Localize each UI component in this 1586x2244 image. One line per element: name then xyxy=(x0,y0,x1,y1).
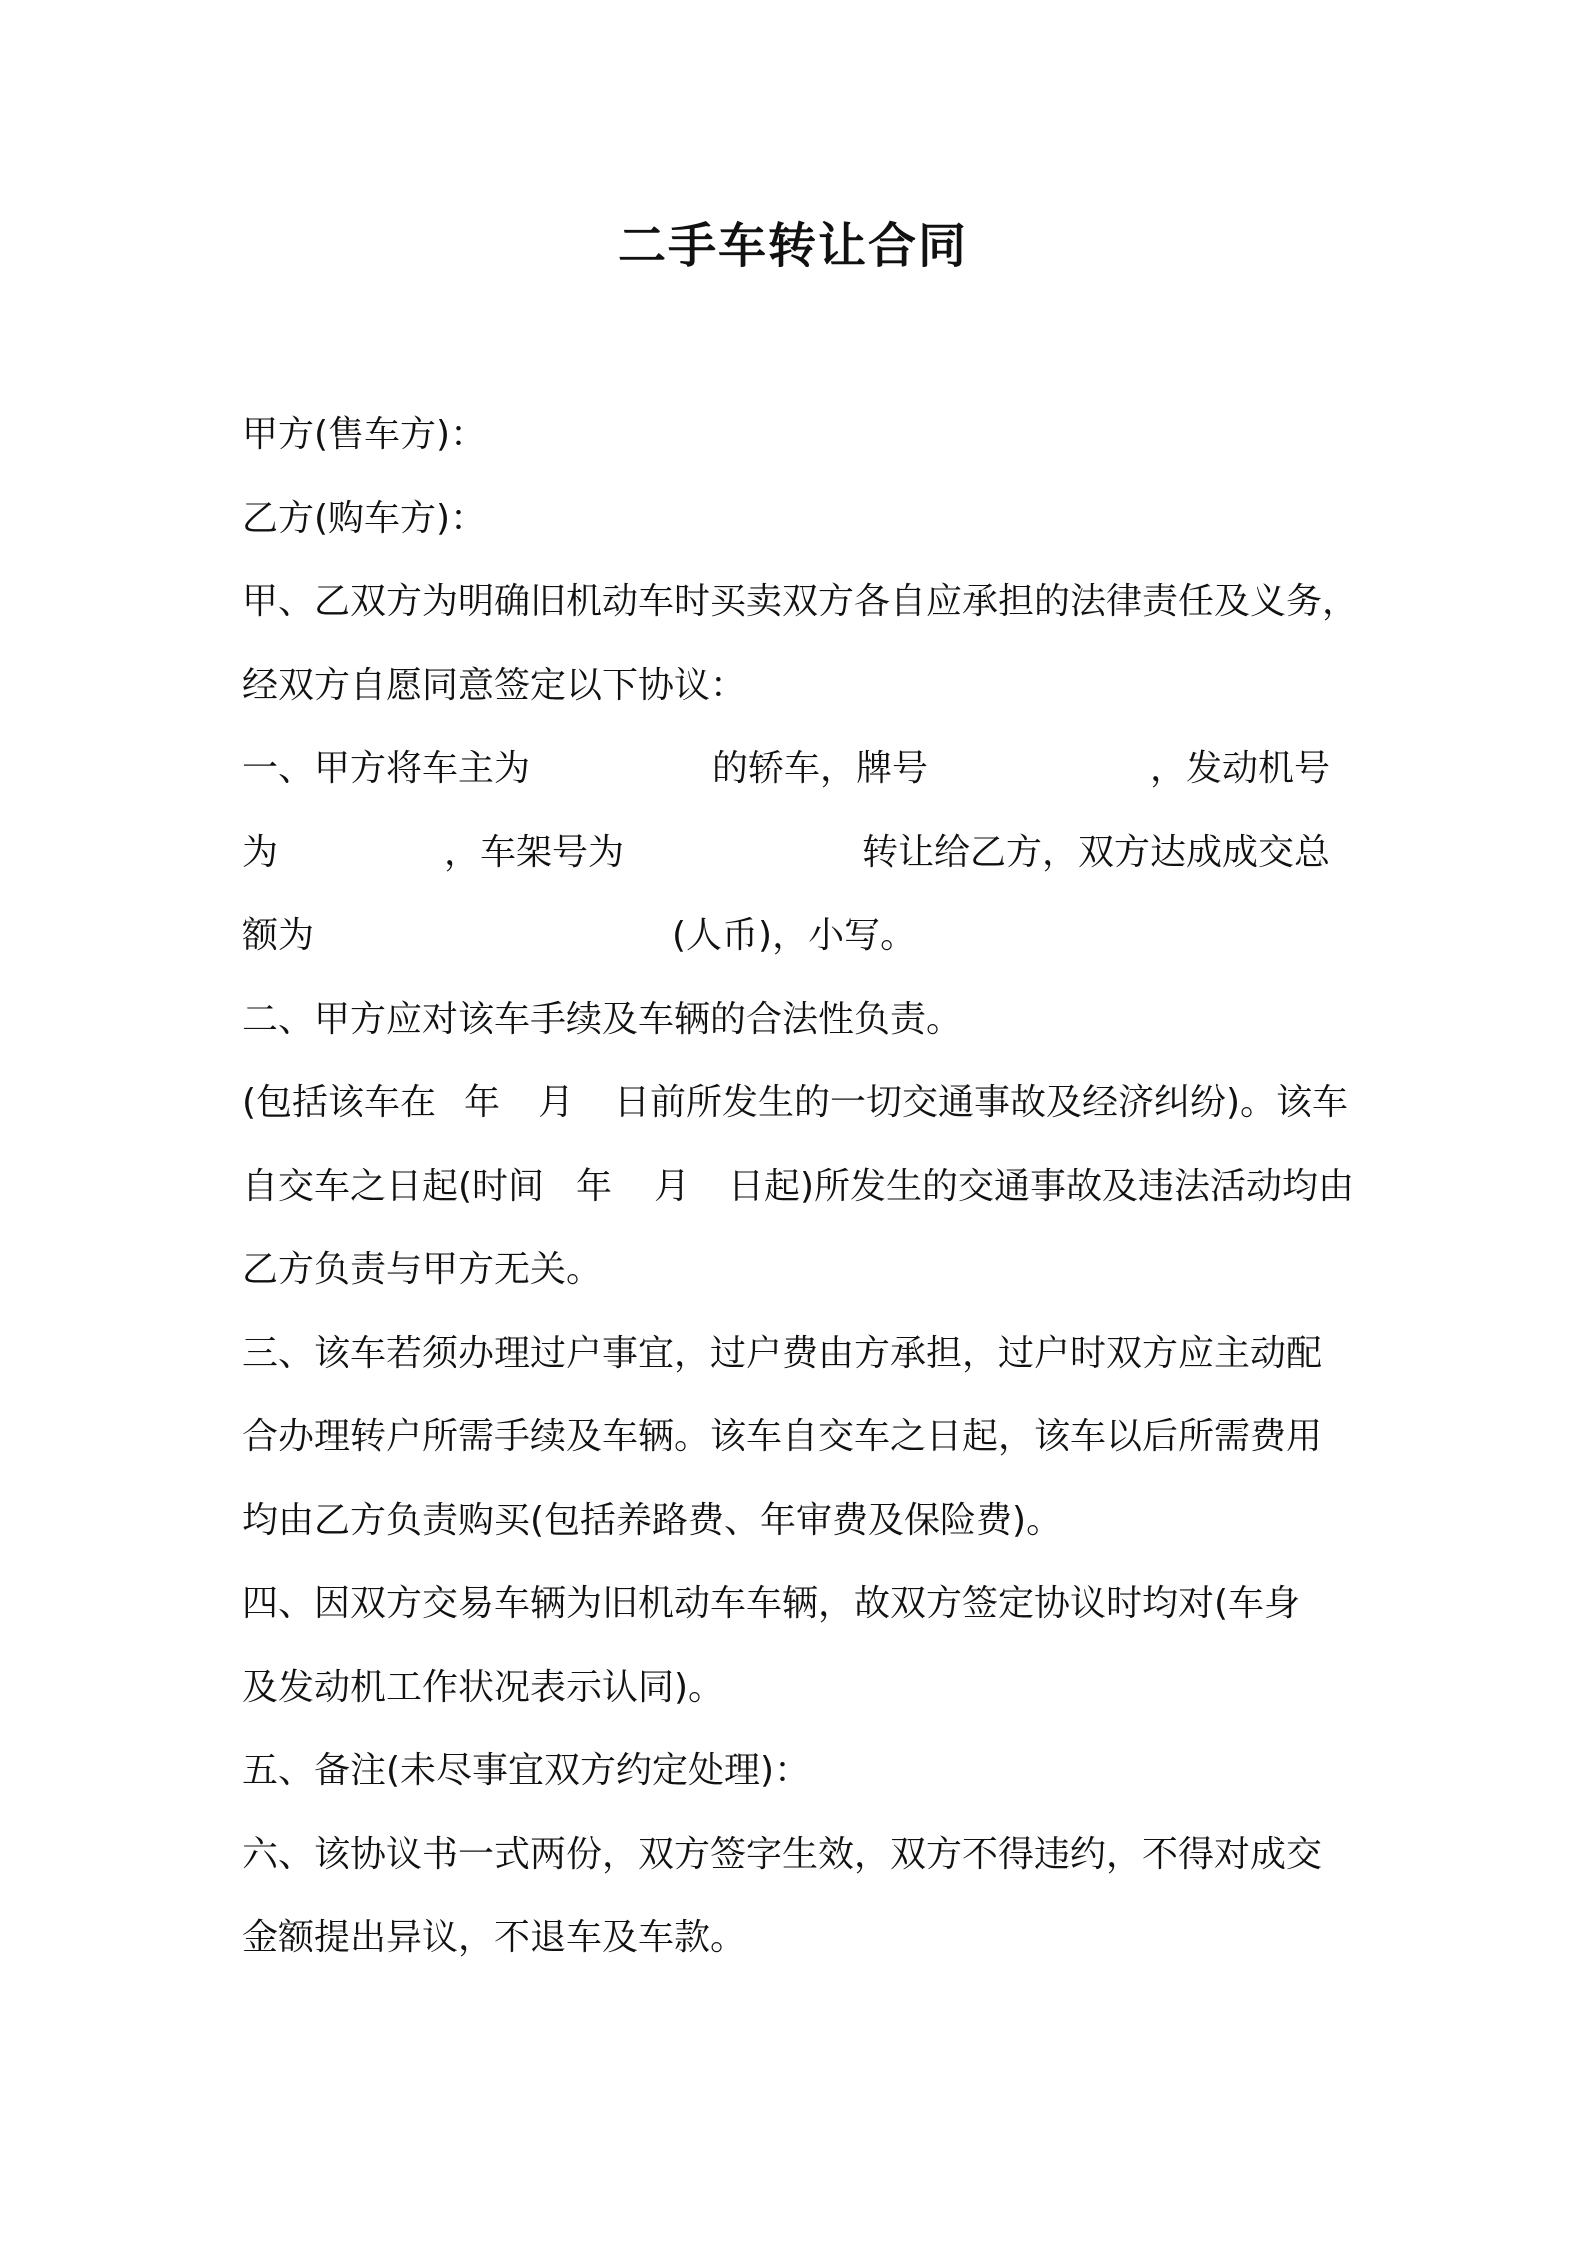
clause-3-text-3: 均由乙方负责购买(包括养路费、年审费及保险费)。 xyxy=(242,1499,1063,1541)
clause-1-text-frame: ，车架号为 xyxy=(444,831,625,873)
clause-2-text-4: 乙方负责与甲方无关。 xyxy=(242,1249,603,1290)
preamble-line-2 xyxy=(242,656,1372,740)
clause-3-line-2 xyxy=(242,1407,1372,1491)
clause-5-text: 五、备注(未尽事宜双方约定处理)： xyxy=(242,1750,811,1791)
clause-2-text-1: 二、甲方应对该车手续及车辆的合法性负责。 xyxy=(242,998,963,1040)
clause-1-text-transfer: 转让给乙方，双方达成成交总 xyxy=(862,831,1331,873)
clause-1-text-currency: (人币)，小写。 xyxy=(672,915,917,956)
clause-2-text-3d: 日起)所发生的交通事故及违法活动均由 xyxy=(728,1165,1355,1207)
clause-6-line-1 xyxy=(242,1825,1372,1909)
clause-4-line-2 xyxy=(242,1658,1372,1742)
clause-6-line-2 xyxy=(242,1908,1372,1992)
clause-4-text-1: 四、因双方交易车辆为旧机动车车辆，故双方签定协议时均对(车身 xyxy=(242,1583,1301,1624)
clause-6-text-2: 金额提出异议，不退车及车款。 xyxy=(242,1917,747,1958)
preamble-line-1 xyxy=(242,572,1372,656)
clause-3-line-1 xyxy=(242,1324,1372,1408)
clause-1-text-owner: 一、甲方将车主为 xyxy=(242,748,531,789)
clause-1-text-amount: 额为 xyxy=(242,915,315,956)
preamble-text-2: 经双方自愿同意签定以下协议： xyxy=(242,664,747,706)
clause-2-line-2 xyxy=(242,1073,1372,1157)
preamble-text-1: 甲、乙双方为明确旧机动车时买卖双方各自应承担的法律责任及义务， xyxy=(242,581,1359,622)
clause-4-text-2: 及发动机工作状况表示认同)。 xyxy=(242,1666,725,1708)
party-a-line xyxy=(242,405,1372,489)
clause-2-text-2a: (包括该车在 xyxy=(242,1082,437,1123)
document-title: 二手车转让合同 xyxy=(617,218,968,274)
clause-6-text-1: 六、该协议书一式两份，双方签字生效，双方不得违约，不得对成交 xyxy=(242,1833,1323,1875)
party-a-label: 甲方(售车方)： xyxy=(242,414,487,455)
clause-2-line-1 xyxy=(242,990,1372,1074)
clause-2-text-month: 月 xyxy=(538,1082,575,1123)
clause-3-line-3 xyxy=(242,1491,1372,1575)
party-b-line xyxy=(242,489,1372,573)
clause-1-text-as: 为 xyxy=(242,831,279,873)
clause-5-line-1 xyxy=(242,1741,1372,1825)
party-b-label: 乙方(购车方)： xyxy=(242,497,487,539)
clause-1-text-sedan: 的轿车，牌号 xyxy=(712,748,929,789)
clause-2-text-month-2: 月 xyxy=(654,1165,691,1207)
clause-2-text-year-2: 年 xyxy=(576,1165,613,1207)
clause-1-line-3 xyxy=(242,906,1372,990)
clause-1-text-engine: ，发动机号 xyxy=(1150,748,1331,789)
clause-2-text-3a: 自交车之日起(时间 xyxy=(242,1165,545,1207)
clause-2-line-4 xyxy=(242,1240,1372,1324)
clause-4-line-1 xyxy=(242,1574,1372,1658)
clause-2-text-year: 年 xyxy=(464,1082,501,1123)
clause-2-line-3 xyxy=(242,1157,1372,1241)
clause-1-line-2 xyxy=(242,823,1372,907)
clause-3-text-2: 合办理转户所需手续及车辆。该车自交车之日起，该车以后所需费用 xyxy=(242,1416,1323,1457)
clause-3-text-1: 三、该车若须办理过户事宜，过户费由方承担，过户时双方应主动配 xyxy=(242,1332,1323,1374)
clause-2-text-2d: 日前所发生的一切交通事故及经济纠纷)。该车 xyxy=(614,1082,1349,1123)
document-body xyxy=(242,405,1372,1992)
clause-1-line-1 xyxy=(242,739,1372,823)
